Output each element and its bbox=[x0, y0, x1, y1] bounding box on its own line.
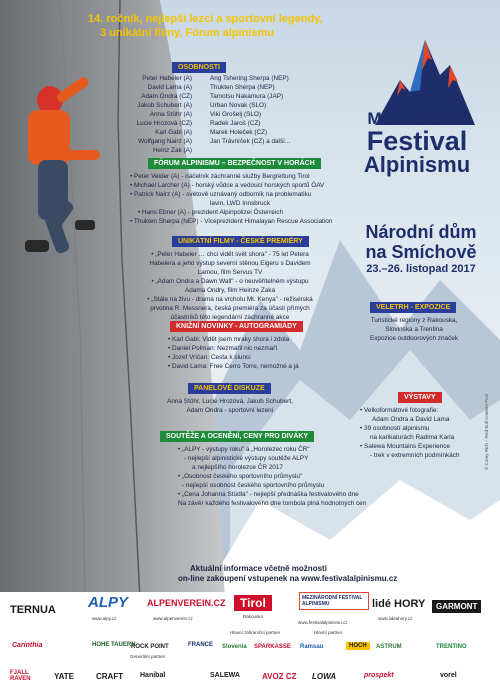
list-item: Anna Stöhr (A) bbox=[149, 111, 192, 118]
list-item: • „Adam Ondra a Dawn Wall" - o neuvěřitelném výstupu bbox=[151, 278, 309, 285]
list-item: - nejlepší alpinistické výstupy soutěže ALPY bbox=[184, 455, 309, 462]
list-item: • „Stále na živu - drama na vrcholu Mt. Kenya" - režisérská bbox=[147, 296, 313, 303]
list-item: Jakob Schubert (A) bbox=[137, 102, 192, 109]
list-item: • Daniel Polman: Nezmařil nic nezmaří bbox=[168, 345, 278, 352]
osobnosti-right-list bbox=[210, 74, 290, 146]
sponsor-logo: CRAFT bbox=[96, 672, 124, 681]
osobnosti-heading: OSOBNOSTI bbox=[172, 62, 226, 73]
sponsor-caption: www.alpy.cz bbox=[92, 616, 117, 621]
list-item: • Patrick Nairz (A) - světově uznávaný odborník na problematiku bbox=[130, 191, 312, 198]
osobnosti-left-list bbox=[112, 74, 192, 155]
venue-line-1: Národní dům bbox=[365, 222, 477, 242]
list-item: • Peter Veider (A) - náčelník záchranné služby Bergrettung Tirol bbox=[130, 173, 310, 180]
festival-title-line-3: Alpinismu bbox=[363, 152, 471, 177]
festival-title-line-1: Mezinárodní bbox=[367, 109, 467, 128]
sponsor-caption: Rakousko bbox=[243, 614, 264, 619]
list-item: Marek Holeček (CZ) bbox=[210, 129, 268, 136]
sponsor-logo: AVOZ CZ bbox=[262, 672, 297, 681]
list-item: Anna Stöhr, Lucie Hrozová, Jakub Schubert, bbox=[167, 398, 293, 405]
expo-heading: VELETRH - EXPOZICE bbox=[370, 302, 456, 313]
list-item: • „ALPY - výstupy roku" a „Horolezec roku ČR" bbox=[178, 446, 310, 453]
sponsor-logo: LOWA bbox=[312, 672, 336, 681]
sponsor-logo: MEZINÁRODNÍ FESTIVAL ALPINISMU bbox=[299, 592, 369, 610]
list-item: Habelera a jeho výstup severní stěnou Eigeru s Davidem bbox=[149, 260, 311, 267]
list-item: účastníků této legendární záchranné akce bbox=[170, 314, 290, 321]
list-item: Thukten Sherpa (NEP) bbox=[210, 84, 275, 91]
list-item: Adam Ondra - sportovní lezení bbox=[186, 407, 274, 414]
sponsor-logo: HOHE TAUERN bbox=[92, 642, 136, 648]
sponsor-logo: SALEWA bbox=[210, 672, 240, 679]
list-item: Radek Jaroš (CZ) bbox=[210, 120, 261, 127]
sponsor-logo: TRENTINO bbox=[436, 644, 467, 650]
list-item: na karikaturách Radima Karla bbox=[370, 434, 455, 441]
list-item: Tamotsu Nakamura (JAP) bbox=[210, 93, 284, 100]
panel-heading: PANELOVÉ DISKUZE bbox=[188, 383, 271, 394]
header-line-2: 3 unikátní filmy, Fórum alpinismu bbox=[100, 27, 274, 39]
list-item: prvotina R. Messnera, česká premiéra za účasti přímých bbox=[150, 305, 310, 312]
info-line-2: on-line zakoupení vstupenek na www.festivalalpinismu.cz bbox=[178, 574, 398, 583]
venue-line-2: na Smíchově bbox=[365, 242, 477, 262]
list-item: • „Osobnost českého sportovního průmyslu" bbox=[178, 473, 303, 480]
vystavy-heading: VÝSTAVY bbox=[398, 392, 442, 403]
sponsor-logo: Slovenia bbox=[222, 644, 247, 650]
list-item: • Michael Larcher (A) - horský vůdce a vedoucí horských sportů ÖAV bbox=[130, 182, 325, 189]
list-item: Wolfgang Nairz (A) bbox=[138, 138, 192, 145]
list-item: Ang Tshering Sherpa (NEP) bbox=[210, 75, 289, 82]
sponsor-logo: FRANCE bbox=[188, 642, 213, 648]
list-item: • Jozef Vríčan: Cesta k slunci bbox=[168, 354, 251, 361]
list-item: Adam Ondra (CZ) bbox=[141, 93, 192, 100]
list-item: Na závěr každého festivalového dne tombola plná hodnotných cen bbox=[178, 500, 367, 507]
sponsor-logo: GARMONT bbox=[432, 600, 481, 613]
list-item: • Velkoformátové fotografie: bbox=[360, 407, 439, 414]
festival-venue bbox=[356, 222, 486, 276]
list-item: • 39 osobností alpinismu bbox=[360, 425, 430, 432]
list-item: a nejlepšího horolezce ČR 2017 bbox=[192, 464, 283, 471]
sponsor-logo: TERNUA bbox=[10, 604, 56, 616]
sponsor-logo: Tirol bbox=[234, 595, 272, 611]
list-item: Turistické regiony z Rakouska, bbox=[370, 317, 458, 324]
photo-credit: © Corey Rich – Red Bull Content Pool bbox=[484, 393, 489, 470]
list-item: • Thukten Sherpa (NEP) - Viceprezident Himalayan Rescue Association bbox=[130, 218, 333, 225]
sponsor-logo: HOCH bbox=[346, 642, 370, 650]
list-item: • David Lama: Free Cerro Torre, nemožné a já bbox=[168, 363, 299, 370]
sponsor-note: Generální partner bbox=[130, 654, 166, 659]
list-item: Urban Novak (SLO) bbox=[210, 102, 267, 109]
forum-list bbox=[130, 172, 332, 226]
films-list bbox=[130, 250, 330, 322]
sponsor-caption: www.alpenverein.cz bbox=[153, 616, 193, 621]
list-item: • „Cena Johanna Stüdla" - nejlepší přednáška festivalového dne bbox=[178, 491, 359, 498]
list-item: Adama Ondry, film Heinze Zaka bbox=[184, 287, 276, 294]
sponsor-logo: SPARKASSE bbox=[254, 644, 291, 650]
festival-dates: 23.–26. listopad 2017 bbox=[366, 263, 476, 275]
list-item: • „Peter Habeler … chci vidět svět shora" - 75 let Petera bbox=[151, 251, 309, 258]
sponsor-logo: Ramsau bbox=[300, 644, 324, 650]
sponsor-logo: Carinthia bbox=[12, 642, 43, 649]
list-item: Slovinska a Trentina bbox=[385, 326, 443, 333]
sponsor-logo: ALPENVEREIN.CZ bbox=[147, 598, 226, 608]
sponsor-logo: ASTRUM bbox=[376, 644, 402, 650]
sponsor-caption: www.festivalalpinismu.cz bbox=[298, 620, 348, 625]
panel-list bbox=[160, 397, 300, 415]
list-item: • Karl Gabl: Vidět jsem mraky shora i zdola bbox=[168, 336, 290, 343]
list-item: - nejlepší osobnost českého sportovního průmyslu bbox=[182, 482, 325, 489]
sponsor-note: Hlavní zahraniční partner bbox=[230, 630, 281, 635]
list-item: Heinz Zak (A) bbox=[152, 147, 192, 154]
festival-title-line-2: Festival bbox=[366, 126, 468, 156]
sponsor-logo: ROCK POINT bbox=[131, 644, 169, 650]
sponsor-logo: prospekt bbox=[364, 672, 394, 679]
sponsor-note: Hlavní partner bbox=[314, 630, 343, 635]
list-item: Expozice outdoorových značek bbox=[369, 335, 459, 342]
list-item: • Salewa Mountains Experience bbox=[360, 443, 450, 450]
sponsor-logo: Hanibal bbox=[140, 672, 166, 679]
books-heading: KNIŽNÍ NOVINKY - AUTOGRAMIÁDY bbox=[170, 321, 303, 332]
list-item: Peter Habeler (A) bbox=[142, 75, 192, 82]
sponsor-caption: www.lideahory.cz bbox=[378, 616, 413, 621]
awards-list bbox=[178, 445, 366, 508]
list-item: Lucie Hrozová (CZ) bbox=[136, 120, 192, 127]
list-item: lavin, LWD Innsbruck bbox=[210, 200, 270, 207]
awards-heading: SOUTĚŽE A OCENĚNÍ, CENY PRO DIVÁKY bbox=[160, 431, 314, 442]
list-item: Viki Grošelj (SLO) bbox=[210, 111, 262, 118]
books-list bbox=[168, 335, 299, 371]
header-line-1: 14. ročník, nejlepší lezci a sportovní legendy, bbox=[88, 13, 323, 25]
list-item: Karl Gabl (A) bbox=[155, 129, 192, 136]
expo-list bbox=[350, 316, 478, 343]
vystavy-list bbox=[360, 406, 460, 460]
films-heading: UNIKÁTNÍ FILMY - ČESKÉ PREMIÉRY bbox=[172, 236, 309, 247]
info-line-1: Aktuální informace včetně možnosti bbox=[190, 564, 327, 573]
festival-title bbox=[352, 110, 482, 176]
list-item: Adam Ondra a David Lama bbox=[372, 416, 450, 423]
sponsor-logo: vorel bbox=[440, 672, 457, 679]
sponsor-logo: FJALL RAVEN bbox=[10, 670, 31, 682]
list-item: Jan Trávníček (CZ) a další... bbox=[210, 138, 291, 145]
list-item: • Hans Ebner (A) - prezident Alpinpolizei Österreich bbox=[138, 209, 284, 216]
sponsor-logo: YATE bbox=[54, 672, 75, 681]
sponsor-logo: ALPY bbox=[88, 594, 129, 611]
list-item: - trek v extremních podmínkách bbox=[370, 452, 460, 459]
forum-heading: FÓRUM ALPINISMU – BEZPEČNOST V HORÁCH bbox=[148, 158, 321, 169]
list-item: David Lama (A) bbox=[147, 84, 192, 91]
sponsor-logo: lidé HORY bbox=[372, 598, 426, 610]
list-item: Lamou, film Servus TV bbox=[197, 269, 263, 276]
sponsor-logos bbox=[0, 592, 500, 691]
